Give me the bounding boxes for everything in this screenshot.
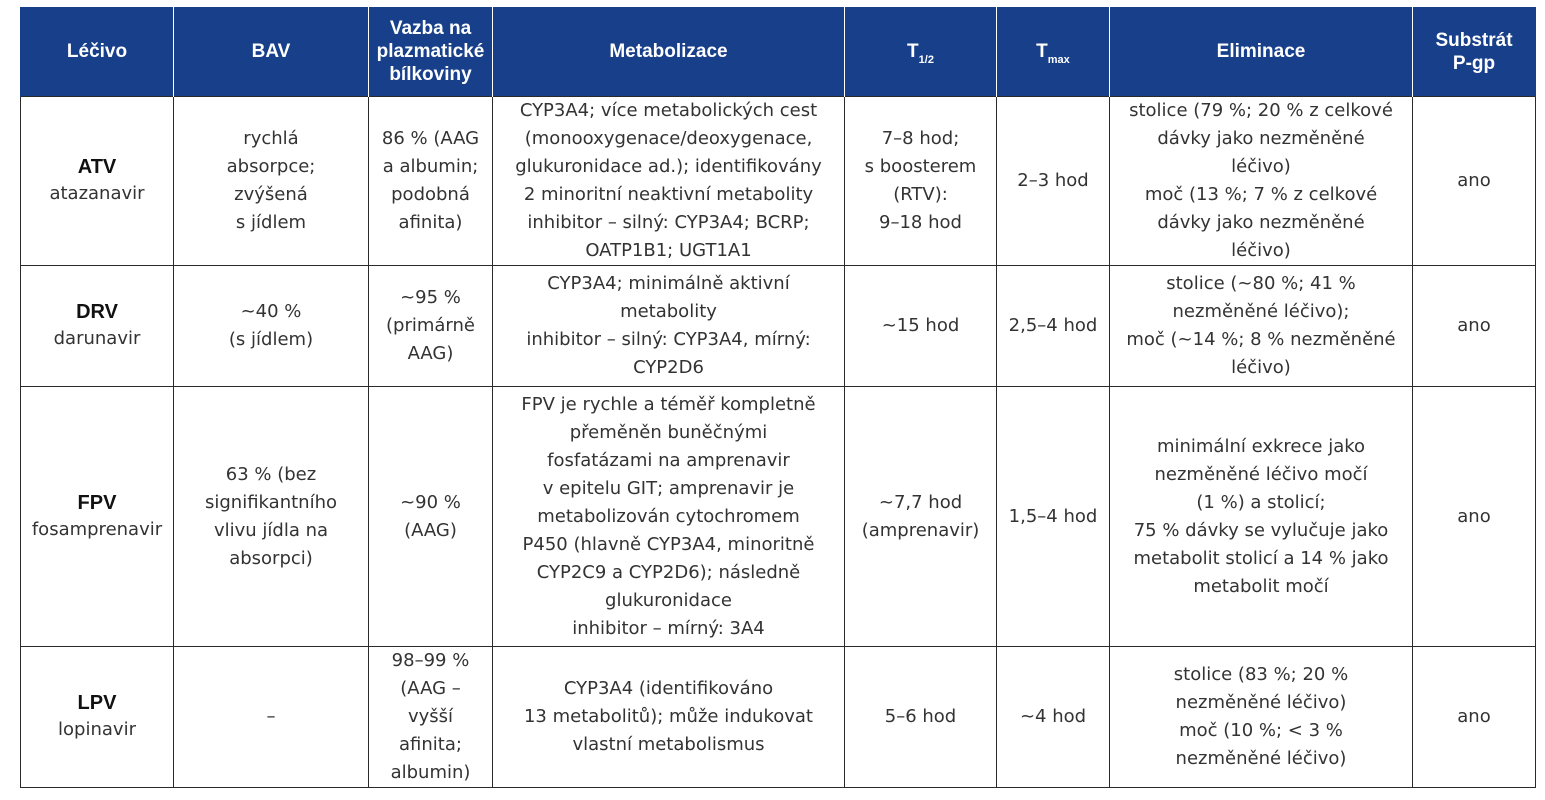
cell-line: léčivo) — [1231, 240, 1291, 261]
cell-line: nezměněné léčivo); — [1172, 301, 1350, 322]
drug-name: lopinavir — [58, 719, 136, 740]
metabolizace-cell — [493, 266, 845, 387]
cell-line: – — [266, 706, 276, 727]
cell-line: podobná — [391, 184, 470, 205]
cell-line: glukuronidace ad.); identifikovány — [515, 156, 822, 177]
header-lecivo: Léčivo — [21, 7, 174, 97]
eliminace-cell — [1110, 647, 1413, 788]
t-half-cell — [845, 266, 997, 387]
cell-line: AAG) — [407, 343, 454, 364]
cell-line: albumin) — [390, 762, 471, 783]
table-row — [21, 266, 1536, 387]
cell-line: moč (13 %; 7 % z celkové — [1144, 184, 1378, 205]
cell-line: signifikantního — [205, 491, 337, 513]
cell-line: moč (~14 %; 8 % nezměněné — [1126, 329, 1396, 350]
cell-line: 1,5–4 hod — [1008, 505, 1098, 527]
table-row — [21, 647, 1536, 788]
t-half-cell — [845, 97, 997, 266]
eliminace-cell — [1110, 387, 1413, 647]
header-eliminace: Eliminace — [1110, 7, 1413, 97]
cell-line: (RTV): — [893, 184, 948, 205]
cell-line: CYP2D6 — [633, 357, 704, 378]
cell-line: s boosterem — [864, 156, 977, 177]
header-vazba-line: plazmatické — [376, 41, 485, 62]
header-metabolizace: Metabolizace — [493, 7, 845, 97]
cell-line: 2–3 hod — [1017, 170, 1089, 191]
drug-name: atazanavir — [49, 183, 145, 204]
metabolizace-cell — [493, 647, 845, 788]
cell-line: dávky jako nezměněné — [1157, 212, 1365, 233]
vazba-cell — [369, 647, 493, 788]
cell-line: 2 minoritní neaktivní metabolity — [523, 184, 814, 205]
cell-line: metabolit stolicí a 14 % jako — [1133, 547, 1389, 569]
cell-line: CYP3A4 (identifikováno — [563, 678, 774, 699]
cell-line: 9–18 hod — [879, 212, 962, 233]
cell-line: glukuronidace — [605, 589, 732, 611]
cell-line: léčivo) — [1231, 156, 1291, 177]
pgp-cell: ano — [1413, 387, 1536, 647]
cell-line: nezměněné léčivo) — [1175, 748, 1347, 769]
t-max-cell — [997, 97, 1110, 266]
cell-line: absorpce; — [226, 156, 316, 177]
eliminace-cell — [1110, 97, 1413, 266]
cell-line: inhibitor – silný: CYP3A4, mírný: — [526, 329, 811, 350]
header-substrat-line: P-gp — [1452, 52, 1496, 74]
drug-cell — [21, 266, 174, 387]
cell-line: stolice (~80 %; 41 % — [1166, 273, 1356, 294]
cell-line: afinita) — [398, 212, 463, 233]
cell-line: ~4 hod — [1019, 706, 1087, 727]
cell-line: přeměněn buněčnými — [569, 421, 768, 443]
cell-line: (monooxygenace/deoxygenace, — [524, 128, 813, 149]
t-half-cell — [845, 647, 997, 788]
cell-line: 86 % (AAG — [381, 128, 480, 149]
cell-line: inhibitor – silný: CYP3A4; BCRP; — [527, 212, 810, 233]
cell-line: 63 % (bez — [225, 463, 317, 485]
cell-line: s jídlem — [235, 212, 307, 233]
header-t-half-base: T — [907, 41, 919, 62]
drug-abbr: FPV — [77, 491, 117, 514]
cell-line: fosfatázami na amprenavir — [547, 449, 790, 471]
cell-line: 98–99 % — [391, 650, 470, 671]
cell-line: moč (10 %; < 3 % — [1179, 720, 1343, 741]
pgp-cell: ano — [1413, 97, 1536, 266]
cell-line: minimální exkrece jako — [1156, 435, 1366, 457]
header-bav: BAV — [174, 7, 369, 97]
cell-line: 5–6 hod — [884, 706, 957, 727]
cell-line: metabolit močí — [1193, 575, 1329, 597]
vazba-cell — [369, 266, 493, 387]
drug-abbr: LPV — [77, 692, 117, 714]
cell-line: nezměněné léčivo močí — [1154, 463, 1368, 485]
cell-line: CYP3A4; více metabolických cest — [519, 100, 818, 121]
header-row — [21, 7, 1536, 97]
cell-line: ~7,7 hod — [878, 491, 963, 513]
cell-line: ~95 % — [400, 287, 461, 308]
cell-line: rychlá — [243, 128, 299, 149]
drug-abbr: DRV — [76, 301, 118, 323]
pgp-cell: ano — [1413, 266, 1536, 387]
cell-line: 75 % dávky se vylučuje jako — [1133, 519, 1389, 541]
vazba-cell — [369, 387, 493, 647]
header-vazba-line: Vazba na — [389, 18, 472, 39]
cell-line: 7–8 hod; — [881, 128, 960, 149]
bav-cell — [174, 97, 369, 266]
header-vazba-line: bílkoviny — [389, 64, 472, 85]
header-substrat — [1413, 7, 1536, 97]
cell-line: P450 (hlavně CYP3A4, minoritně — [522, 533, 815, 555]
cell-line: stolice (79 %; 20 % z celkové — [1129, 100, 1393, 121]
drug-cell — [21, 97, 174, 266]
header-vazba — [369, 7, 493, 97]
drug-abbr: ATV — [77, 156, 117, 178]
cell-line: zvýšená — [234, 184, 308, 205]
cell-line: ~40 % — [240, 301, 302, 322]
cell-line: vlivu jídla na — [213, 519, 329, 541]
cell-line: dávky jako nezměněné — [1157, 128, 1365, 149]
metabolizace-cell — [493, 97, 845, 266]
cell-line: (primárně — [386, 315, 475, 336]
header-t-max — [997, 7, 1110, 97]
bav-cell — [174, 387, 369, 647]
header-t-max-sub: max — [1047, 54, 1070, 66]
cell-line: a albumin; — [382, 156, 479, 177]
cell-line: FPV je rychle a téměř kompletně — [521, 393, 816, 415]
pharmacokinetics-table-container — [20, 7, 1535, 788]
cell-line: 2,5–4 hod — [1008, 315, 1098, 336]
cell-line: (s jídlem) — [228, 329, 314, 350]
t-half-cell — [845, 387, 997, 647]
t-max-cell — [997, 647, 1110, 788]
cell-line: léčivo) — [1231, 357, 1291, 378]
cell-line: stolice (83 %; 20 % — [1173, 664, 1349, 685]
pgp-cell: ano — [1413, 647, 1536, 788]
drug-cell — [21, 647, 174, 788]
bav-cell — [174, 266, 369, 387]
cell-line: absorpci) — [229, 547, 313, 569]
cell-line: ~15 hod — [881, 315, 960, 336]
t-max-cell — [997, 266, 1110, 387]
metabolizace-cell — [493, 387, 845, 647]
cell-line: nezměněné léčivo) — [1175, 692, 1347, 713]
cell-line: (amprenavir) — [861, 519, 980, 541]
vazba-cell — [369, 97, 493, 266]
cell-line: ~90 % (AAG) — [400, 491, 461, 541]
header-t-max-base: T — [1036, 41, 1048, 62]
t-max-cell — [997, 387, 1110, 647]
drug-name: darunavir — [53, 328, 141, 349]
cell-line: (1 %) a stolicí; — [1196, 491, 1326, 513]
cell-line: (AAG – vyšší — [400, 678, 461, 727]
cell-line: CYP3A4; minimálně aktivní — [547, 273, 790, 294]
eliminace-cell — [1110, 266, 1413, 387]
drug-cell — [21, 387, 174, 647]
cell-line: v epitelu GIT; amprenavir je — [542, 477, 795, 499]
drug-name: fosamprenavir — [31, 518, 163, 540]
cell-line: afinita; — [399, 734, 462, 755]
header-substrat-line: Substrát — [1435, 29, 1513, 51]
table-body — [21, 97, 1536, 788]
cell-line: vlastní metabolismus — [572, 734, 765, 755]
header-t-half — [845, 7, 997, 97]
cell-line: metabolity — [620, 301, 717, 322]
table-row — [21, 387, 1536, 647]
cell-line: 13 metabolitů); může indukovat — [523, 706, 813, 727]
header-t-half-sub: 1/2 — [918, 54, 934, 66]
bav-cell — [174, 647, 369, 788]
cell-line: inhibitor – mírný: 3A4 — [572, 617, 765, 639]
pharmacokinetics-table — [20, 7, 1536, 788]
cell-line: OATP1B1; UGT1A1 — [585, 240, 752, 261]
cell-line: metabolizován cytochromem — [537, 505, 800, 527]
table-row — [21, 97, 1536, 266]
cell-line: CYP2C9 a CYP2D6); následně — [536, 561, 801, 583]
